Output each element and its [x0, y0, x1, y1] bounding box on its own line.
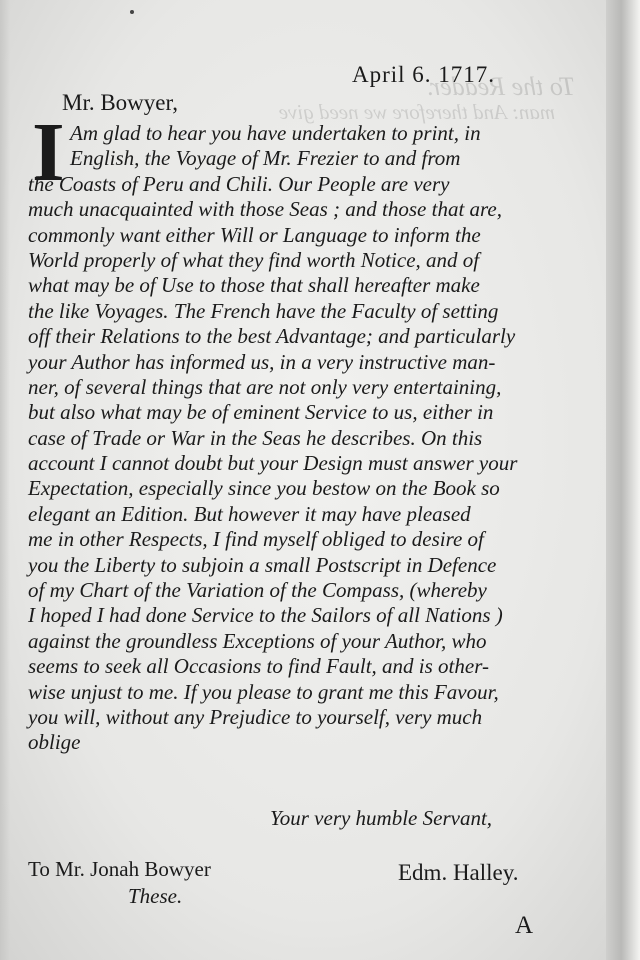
- body-line: you will, without any Prejudice to yourself, very much: [28, 704, 483, 729]
- body-line: what may be of Use to those that shall hereafter make: [28, 273, 480, 298]
- body-line: elegant an Edition. But however it may have pleased: [28, 501, 471, 526]
- body-line: of my Chart of the Variation of the Compass, (whereby: [28, 578, 487, 603]
- body-line: account I cannot doubt but your Design must answer your: [28, 451, 518, 476]
- page-right-edge: [606, 0, 640, 960]
- body-line: case of Trade or War in the Seas he describes. On this: [28, 425, 483, 450]
- drop-cap: I: [32, 106, 65, 199]
- body-line: ner, of several things that are not only very entertaining,: [28, 374, 502, 399]
- addressee-these: These.: [128, 884, 183, 908]
- body-line: but also what may be of eminent Service to us, either in: [28, 400, 494, 425]
- letter-body: [28, 121, 548, 756]
- body-line: World properly of what they find worth Notice, and of: [28, 247, 480, 272]
- body-line: seems to seek all Occasions to find Fault, and is other-: [28, 654, 489, 679]
- body-line: English, the Voyage of Mr. Frezier to and from: [70, 146, 461, 171]
- ink-speck: [130, 10, 134, 14]
- body-line: the Coasts of Peru and Chili. Our People are very: [28, 171, 450, 196]
- body-line: me in other Respects, I find myself obliged to desire of: [28, 527, 484, 552]
- page-left-shadow: [0, 0, 10, 960]
- body-line: wise unjust to me. If you please to grant me this Favour,: [28, 679, 499, 704]
- body-line: I hoped I had done Service to the Sailors of all Nations ): [28, 603, 503, 628]
- signature: Edm. Halley.: [398, 860, 519, 885]
- closing: Your very humble Servant,: [270, 806, 493, 830]
- bleed-through-line: man: And therefore we need give: [278, 100, 555, 124]
- body-line: the like Voyages. The French have the Faculty of setting: [28, 298, 499, 323]
- body-line: Am glad to hear you have undertaken to print, in: [70, 121, 481, 145]
- body-line: your Author has informed us, in a very instructive man-: [28, 349, 496, 374]
- body-line: commonly want either Will or Language to inform the: [28, 222, 481, 247]
- addressee: [28, 856, 211, 910]
- body-line: off their Relations to the best Advantage; and particularly: [28, 324, 516, 349]
- salutation: Mr. Bowyer,: [62, 90, 178, 115]
- catchword: A: [515, 912, 534, 939]
- body-line: against the groundless Exceptions of your Author, who: [28, 628, 487, 653]
- body-line: much unacquainted with those Seas ; and those that are,: [28, 197, 502, 222]
- body-line: oblige: [28, 730, 81, 755]
- body-line: you the Liberty to subjoin a small Postscript in Defence: [28, 552, 497, 577]
- letter-date: April 6. 1717.: [352, 62, 496, 87]
- addressee-name: To Mr. Jonah Bowyer: [28, 857, 211, 881]
- bleed-through-heading: To the Reader.: [426, 72, 575, 101]
- body-line: Expectation, especially since you bestow on the Book so: [28, 476, 500, 501]
